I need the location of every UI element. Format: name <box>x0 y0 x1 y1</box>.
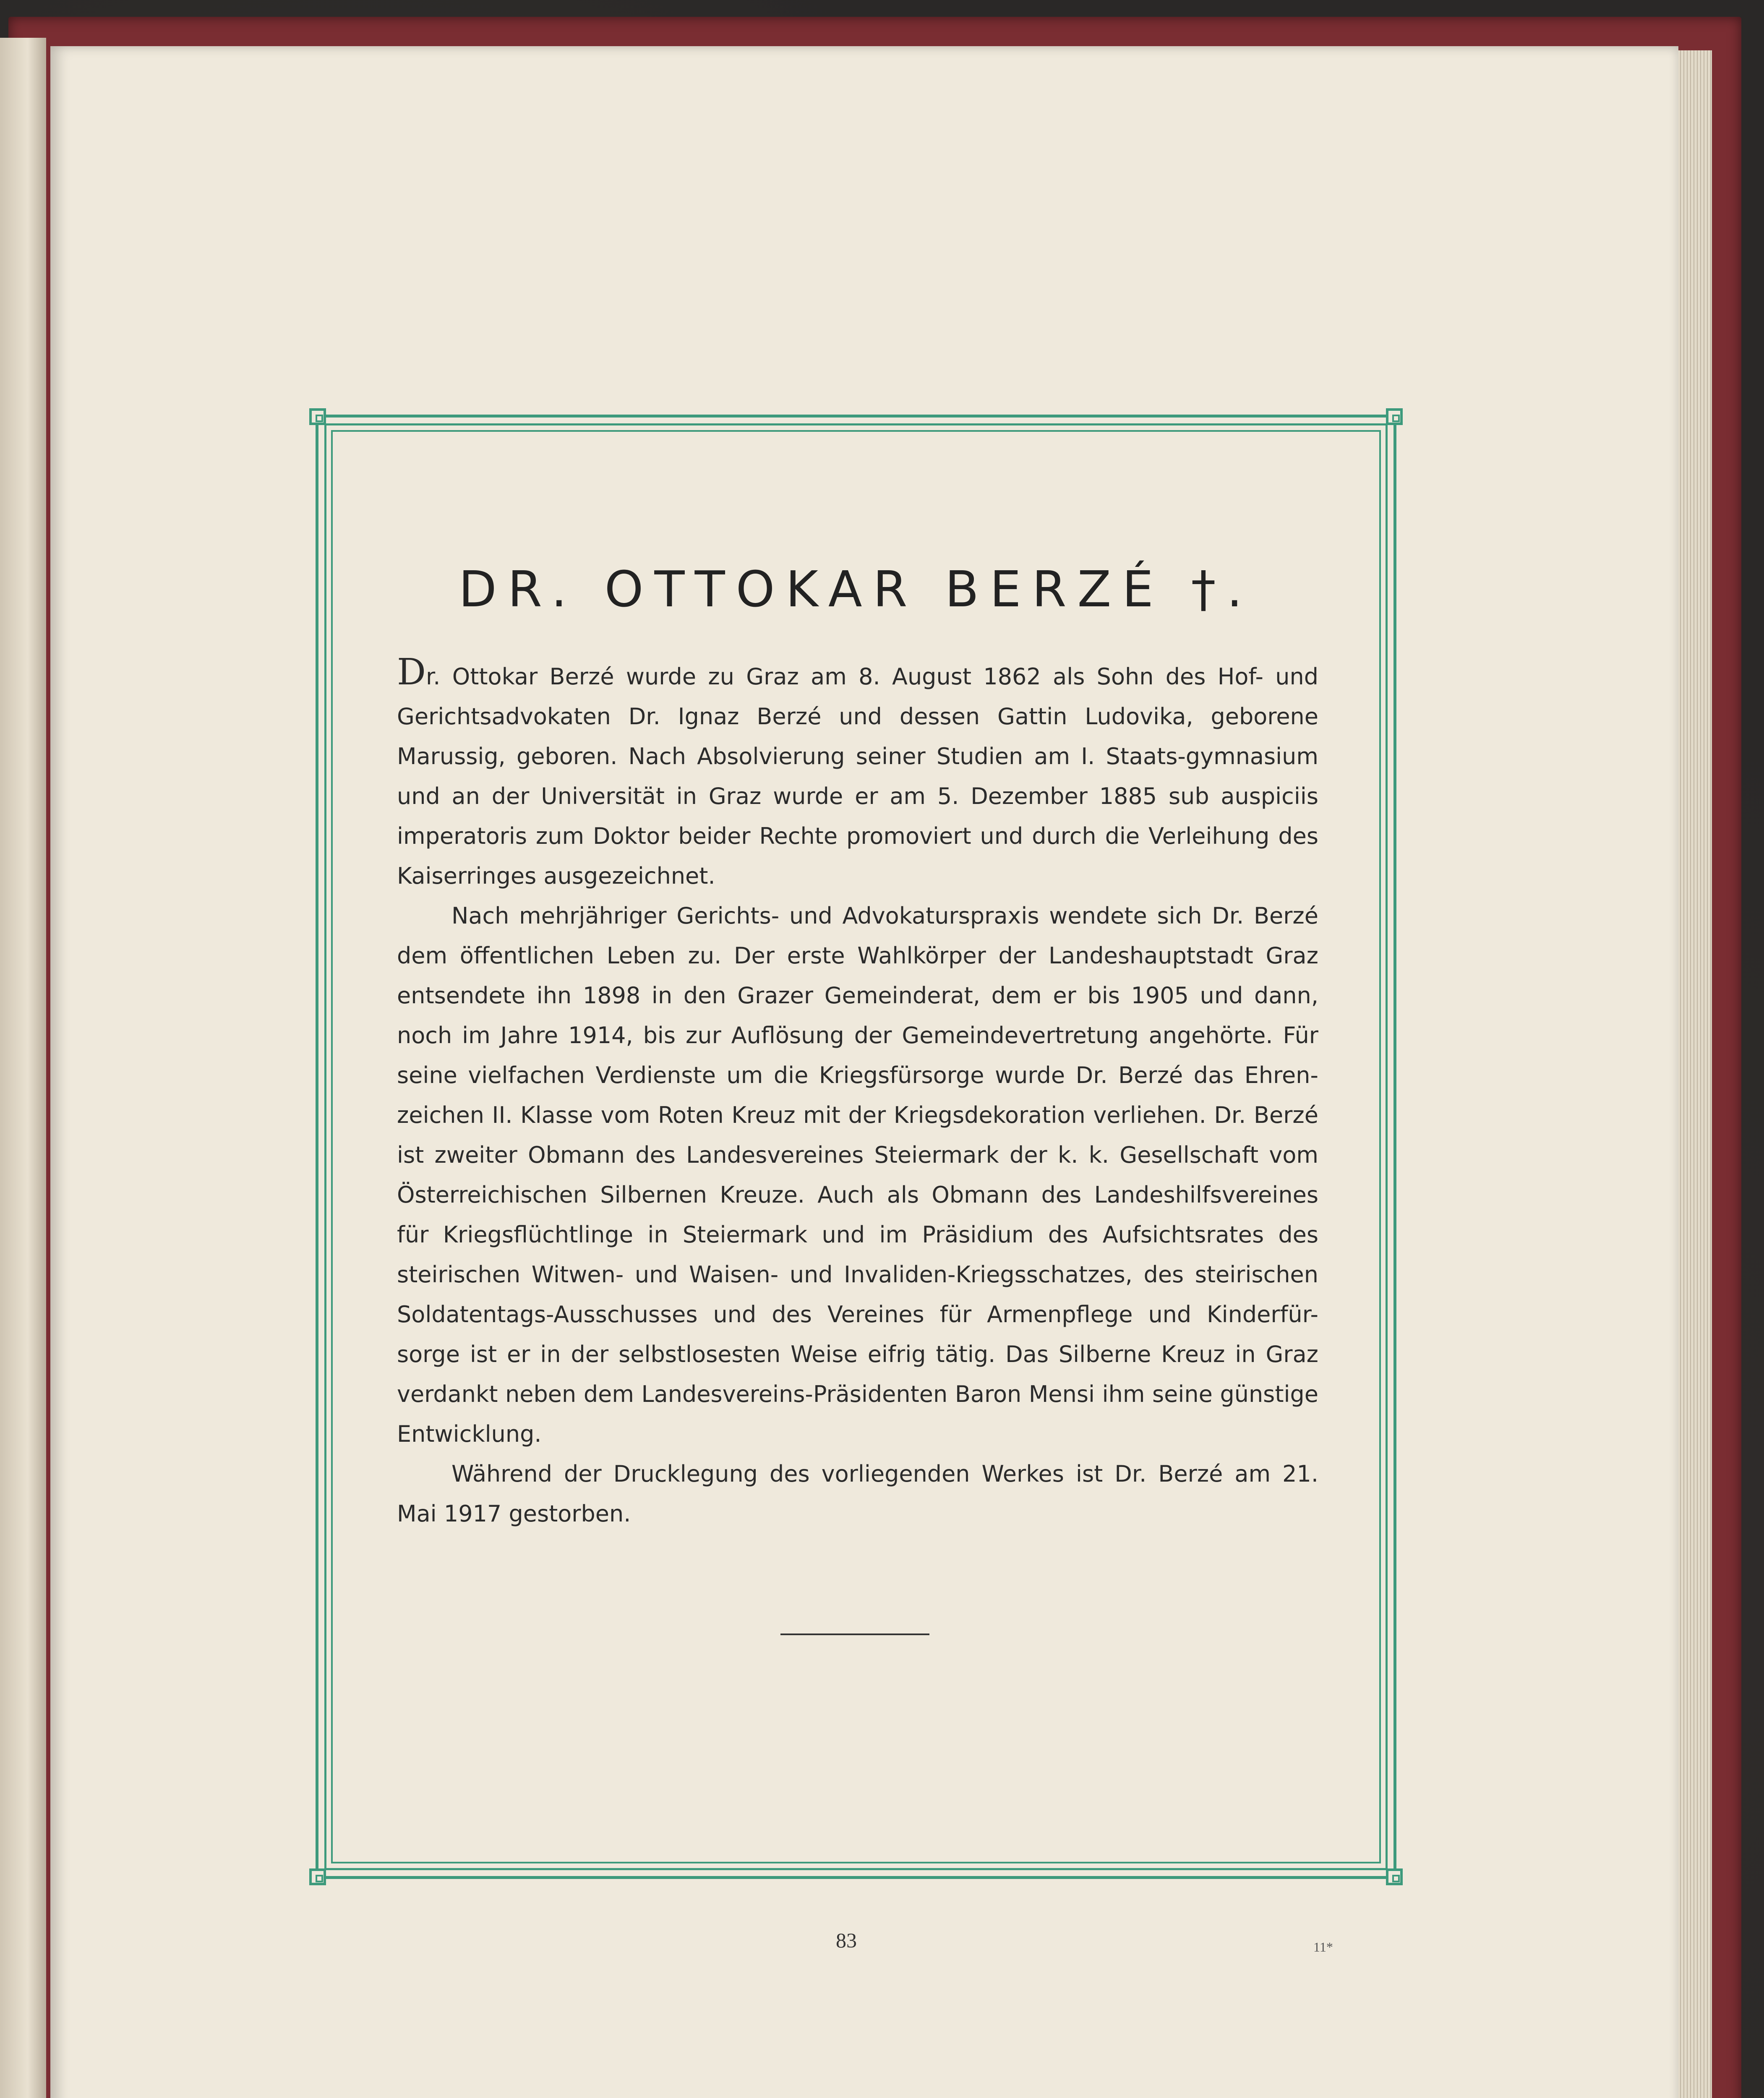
frame-corner-ornament <box>309 408 326 425</box>
signature-mark: 11* <box>1313 1939 1333 1954</box>
body-text <box>397 651 1318 1534</box>
page-title: DR. OTTOKAR BERZÉ †. <box>459 560 1253 618</box>
drop-cap: D <box>397 651 426 693</box>
paragraph: Während der Drucklegung des vorliegenden Werkes ist Dr. Berzé am 21. Mai 1917 gestorben. <box>397 1461 1318 1527</box>
paragraph-text: r. Ottokar Berzé wurde zu Graz am 8. August 1862 als Sohn des Hof- und Gerichtsadvokaten Dr. Ignaz Berzé und dessen Gattin Ludovika, geborene Marussig, geboren. Nach Absolvierung seiner Studien am I. Staats-gymnasium und an der Universität in Graz wurde er am 5. Dezember 1885 sub auspiciis imperatoris zum Doktor beider Rechte promoviert und durch die Verleihung des Kaiserringes ausgezeichnet. <box>397 663 1318 889</box>
frame-corner-ornament <box>309 1868 326 1885</box>
frame-corner-ornament <box>1386 408 1403 425</box>
page <box>50 46 1678 2098</box>
paragraph: Nach mehrjähriger Gerichts- und Advokaturspraxis wendete sich Dr. Berzé dem öffentlichen Leben zu. Der erste Wahlkörper der Landeshauptstadt Graz entsendete ihn 1898 in den Grazer Gemeinderat, dem er bis 1905 und dann, noch im Jahre 1914, bis zur Auflösung der Gemeindevertretung angehörte. Für seine vielfachen Verdienste um die Kriegsfürsorge wurde Dr. Berzé das Ehren-zeichen II. Klasse vom Roten Kreuz mit der Kriegsdekoration verliehen. Dr. Berzé ist zweiter Obmann des Landesvereines Steiermark der k. k. Gesellschaft vom Österreichischen Silbernen Kreuze. Auch als Obmann des Landeshilfsvereines für Kriegsflüchtlinge in Steiermark und im Präsidium des Aufsichtsrates des steirischen Witwen- und Waisen- und Invaliden-Kriegsschatzes, des steirischen Soldatentags-Ausschusses und des Vereines für Armenpflege und Kinderfür-sorge ist er in der selbstlosesten Weise eifrig tätig. Das Silberne Kreuz in Graz verdankt neben dem Landesvereins-Präsidenten Baron Mensi ihm seine günstige Entwicklung. <box>397 903 1318 1447</box>
paragraph <box>397 651 1318 896</box>
end-rule <box>780 1634 929 1635</box>
page-number: 83 <box>836 1928 857 1952</box>
left-page-edge <box>0 38 46 2098</box>
page-edges <box>1674 50 1712 2098</box>
frame-corner-ornament <box>1386 1868 1403 1885</box>
